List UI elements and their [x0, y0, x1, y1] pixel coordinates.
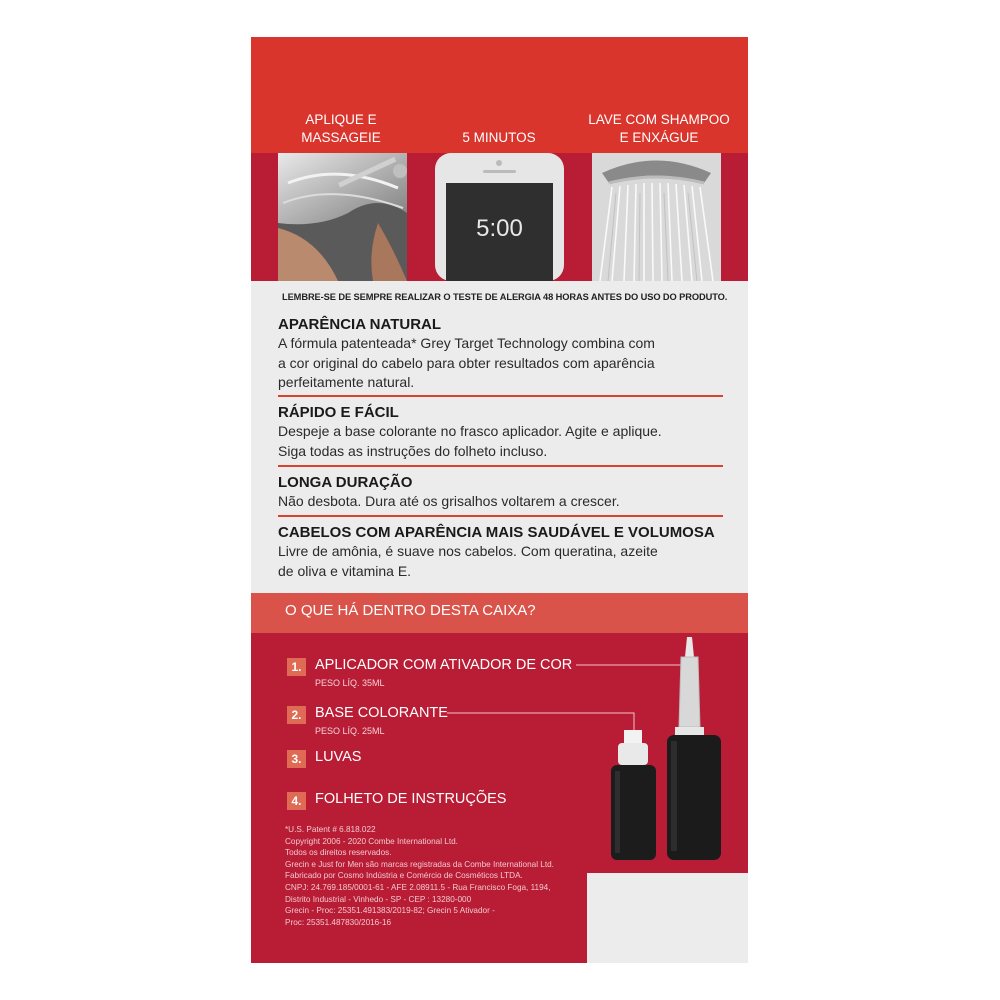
item-label-base: BASE COLORANTE	[315, 705, 448, 721]
item-label-leaflet: FOLHETO DE INSTRUÇÕES	[315, 791, 507, 807]
legal-line: *U.S. Patent # 6.818.022	[285, 825, 376, 834]
product-box	[251, 37, 748, 963]
legal-line: Grecin - Proc: 25351.491383/2019-82; Grecin 5 Ativador -	[285, 906, 495, 916]
legal-line: Proc: 25351.487830/2016-16	[285, 917, 392, 927]
legal-line: Todos os direitos reservados.	[285, 848, 392, 858]
feature-text: a cor original do cabelo para obter resultados com aparência	[278, 354, 655, 371]
legal-line: CNPJ: 24.769.185/0001-61 - AFE 2.08911.5 - Rua Francisco Foga, 1194,	[285, 882, 551, 892]
step-3-label-line-1: LAVE COM SHAMPOO	[588, 112, 730, 127]
step-1-label-line-1: APLIQUE E	[305, 112, 377, 127]
item-number: 4.	[287, 792, 306, 810]
feature-text: Despeje a base colorante no frasco aplicador. Agite e aplique.	[278, 423, 662, 439]
feature-text: Siga todas as instruções do folheto incluso.	[278, 442, 548, 459]
feature-title: CABELOS COM APARÊNCIA MAIS SAUDÁVEL E VOLUMOSA	[278, 524, 715, 541]
item-weight: PESO LÍQ. 35ML	[315, 678, 385, 688]
item-label-gloves: LUVAS	[315, 749, 362, 765]
inside-title: O QUE HÁ DENTRO DESTA CAIXA?	[285, 602, 536, 619]
item-number: 3.	[287, 750, 306, 768]
step-1-label-line-2: MASSAGEIE	[301, 130, 381, 145]
item-number: 2.	[287, 706, 306, 724]
step-3-label-line-2: E ENXÁGUE	[619, 130, 699, 145]
feature-title: APARÊNCIA NATURAL	[278, 316, 442, 333]
white-corner	[587, 873, 748, 963]
legal-line: Distrito Industrial - Vinhedo - SP - CEP : 13280-000	[285, 894, 472, 904]
legal-line: Grecin e Just for Men são marcas registradas da Combe International Ltd.	[285, 859, 554, 869]
step-2-label-line-1: 5 MINUTOS	[462, 130, 536, 145]
timer-display: 5:00	[476, 215, 523, 242]
legal-text	[285, 824, 605, 928]
feature-title: RÁPIDO E FÁCIL	[278, 404, 399, 421]
legal-line: Fabricado por Cosmo Indústria e Comércio de Cosméticos LTDA.	[285, 871, 523, 881]
allergy-notice: LEMBRE-SE DE SEMPRE REALIZAR O TESTE DE ALERGIA 48 HORAS ANTES DO USO DO PRODUTO.	[282, 292, 728, 302]
legal-line: Copyright 2006 - 2020 Combe International Ltd.	[285, 836, 458, 846]
feature-text: A fórmula patenteada* Grey Target Technology combina com	[278, 335, 655, 351]
feature-title: LONGA DURAÇÃO	[278, 474, 413, 491]
feature-text: perfeitamente natural.	[278, 374, 415, 390]
item-label-applicator: APLICADOR COM ATIVADOR DE COR	[315, 657, 573, 673]
feature-text: de oliva e vitamina E.	[278, 562, 412, 579]
bottles-icon	[601, 637, 731, 867]
item-weight: PESO LÍQ. 25ML	[315, 726, 385, 736]
item-number: 1.	[287, 658, 306, 676]
feature-text: Não desbota. Dura até os grisalhos voltarem a crescer.	[278, 493, 620, 509]
feature-text: Livre de amônia, é suave nos cabelos. Com queratina, azeite	[278, 543, 658, 559]
